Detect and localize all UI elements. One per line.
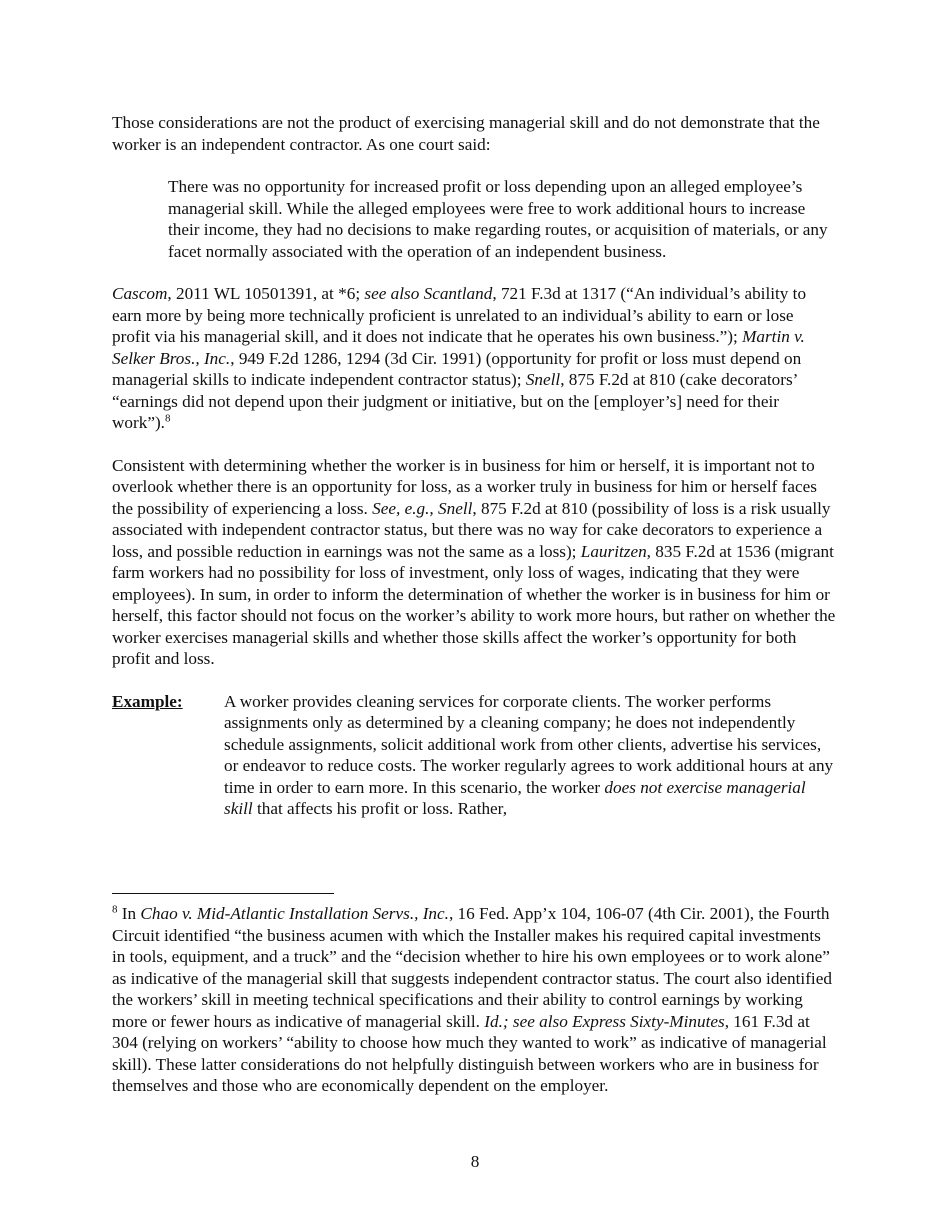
citation-text: , 875 F.2d at 810 (cake decorators’ “earnings did not depend upon their judgment or initiative, but on the [employer’s] need for their work”). [112, 370, 798, 432]
paragraph-text: , 835 F.2d at 1536 (migrant farm workers had no possibility for loss of investment, only loss of wages, indicating that they were employees). In sum, in order to inform the determination of whether the worker is in business for him or herself, this factor should not focus on the worker’s ability to work more hours, but rather on whether the worker exercises managerial skills and whether those skills affect the worker’s opportunity for both profit and loss. [112, 541, 836, 668]
paragraph-text: Consistent with determining whether the worker is in business for him or herself, it is important not to overlook whether there is an opportunity for loss, as a worker truly in business for him or herself faces the possibility of experiencing a loss. [112, 455, 817, 518]
block-quote: There was no opportunity for increased profit or loss depending upon an alleged employee’s managerial skill. While the alleged employees were free to work additional hours to increase their income, they had no decisions to make regarding routes, or acquisition of materials, or any facet normally associated with the operation of an independent business. [168, 177, 828, 261]
case-name: Snell [525, 370, 561, 389]
example-label: Example: [112, 691, 183, 711]
signal-case-name: Id.; see also Express Sixty-Minutes [484, 1011, 725, 1031]
signal-case-name: See, e.g., Snell [372, 498, 473, 518]
citation-text: , 949 F.2d 1286, 1294 (3d Cir. 1991) (opportunity for profit or loss must depend on managerial skills to indicate independent contractor status); [112, 348, 802, 389]
footnote-divider [112, 893, 334, 894]
case-name: Lauritzen [580, 541, 647, 561]
footnote-text: , 161 F.3d at 304 (relying on workers’ “ability to choose how much they wanted to work” as indicative of managerial skill). These latter considerations do not helpfully distinguish between workers who are in business for themselves and those who are economically dependent on the employer. [112, 1011, 827, 1095]
example-sentence: A worker provides cleaning services for corporate clients. The worker performs assignments only as determined by a cleaning company; he does not independently schedule assignments, solicit additional work from other clients, advertise his services, or endeavor to reduce costs. The worker regularly agrees to work additional hours at any time in order to earn more. In this scenario, the worker [224, 691, 834, 797]
paragraph-text: , 875 F.2d at 810 (possibility of loss is a risk usually associated with independent contractor status, but there was no way for cake decorators to experience a loss, and possible reduction in earnings was not the same as a loss); [112, 498, 831, 561]
footnote-text: , 16 Fed. App’x 104, 106-07 (4th Cir. 2001), the Fourth Circuit identified “the business acumen with which the Installer makes his required capital investments in tools, equipment, and a truck” and the “decision whether to hire his own employees or to work alone” as indicative of the managerial skill that suggests independent contractor status. The court also identified the workers’ skill in meeting technical specifications and their ability to control earnings by working more or fewer hours as indicative of managerial skill. [112, 904, 832, 1031]
case-name: Chao v. Mid-Atlantic Installation Servs., Inc. [140, 904, 449, 923]
footnote-reference[interactable]: 8 [164, 412, 171, 425]
citation-text: , 721 F.3d at 1317 (“An individual’s ability to earn more by being more technically proficient is unrelated to an individual’s ability to earn or lose profit via his managerial skill, and it does not indicate that he operates his own business.”); [112, 284, 807, 346]
case-name: Martin v. Selker Bros., Inc. [112, 327, 805, 368]
example-sentence: that affects his profit or loss. Rather, [252, 799, 508, 818]
page-number: 8 [470, 1152, 480, 1171]
signal-case-name: see also Scantland [364, 284, 493, 303]
example-text [224, 691, 836, 820]
example-emphasis: does not exercise managerial skill [224, 777, 806, 818]
page-body [112, 112, 836, 820]
case-name: Cascom [112, 284, 168, 303]
citation-text: , 2011 WL 10501391, at *6; [167, 284, 365, 303]
paragraph-loss [112, 455, 836, 670]
footnote-8 [112, 903, 836, 1097]
example-block [112, 691, 836, 820]
footnote-text: In [117, 904, 141, 923]
footnote-number: 8 [112, 903, 118, 916]
paragraph-intro: Those considerations are not the product of exercising managerial skill and do not demonstrate that the worker is an independent contractor. As one court said: [112, 113, 820, 154]
paragraph-citations [112, 283, 836, 434]
